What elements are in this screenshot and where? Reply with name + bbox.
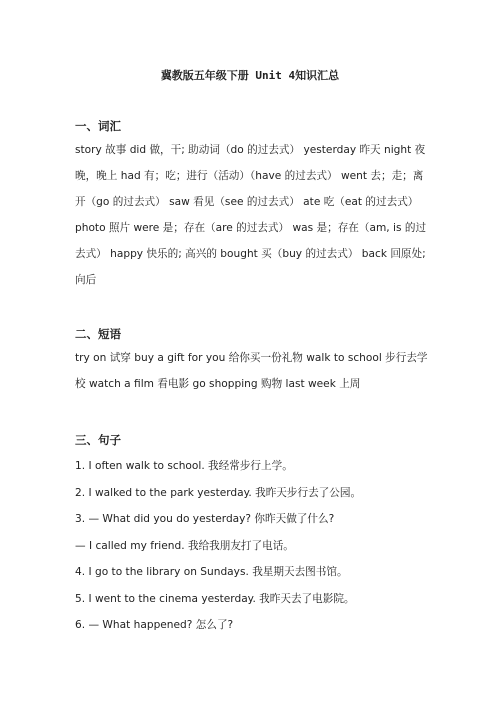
sentence-item: 5. I went to the cinema yesterday. 我昨天去了电影院。 [75,593,355,605]
vocabulary-paragraph [75,137,430,293]
vocabulary-line: story 故事 did 做，干; 助动词（do 的过去式） yesterday 昨天 night 夜 [75,144,426,156]
phrases-paragraph [75,345,430,397]
sentence-item: 1. I often walk to school. 我经常步行上学。 [75,460,293,472]
section-heading-vocabulary: 一、词汇 [75,119,121,133]
sentence-item: 2. I walked to the park yesterday. 我昨天步行去了公园。 [75,487,362,499]
document-title: 冀教版五年级下册 Unit 4知识汇总 [160,69,340,82]
section-heading-sentences: 三、句子 [75,433,121,447]
vocabulary-line: 向后 [75,274,97,286]
vocabulary-line: 开（go 的过去式） saw 看见（see 的过去式） ate 吃（eat 的过去式） [75,196,419,208]
sentence-item: 3. — What did you do yesterday? 你昨天做了什么? [75,513,335,525]
phrases-line: try on 试穿 buy a gift for you 给你买一份礼物 walk to school 步行去学 [75,352,428,364]
vocabulary-line: 晚，晚上 had 有；吃；进行（活动）（have 的过去式） went 去；走；离 [75,170,424,182]
sentence-item: 6. — What happened? 怎么了? [75,619,234,631]
section-heading-phrases: 二、短语 [75,327,121,341]
sentence-item: 4. I go to the library on Sundays. 我星期天去图书馆。 [75,566,348,578]
sentence-item: — I called my friend. 我给我朋友打了电话。 [75,540,294,552]
vocabulary-line: photo 照片 were 是；存在（are 的过去式） was 是；存在（am, is 的过 [75,222,427,234]
vocabulary-line: 去式） happy 快乐的; 高兴的 bought 买（buy 的过去式） back 回原处; [75,248,426,260]
phrases-line: 校 watch a film 看电影 go shopping 购物 last week 上周 [75,378,361,390]
